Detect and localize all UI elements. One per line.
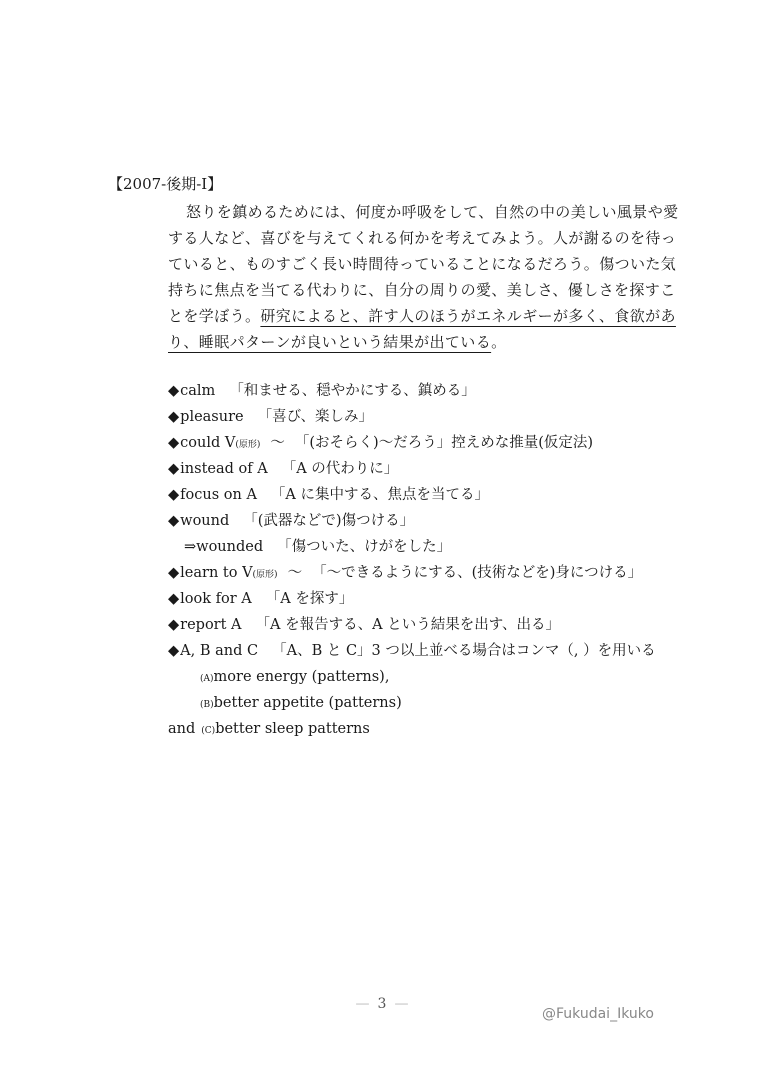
diamond-icon: ◆: [168, 643, 180, 659]
vocab-item-look-for: [168, 586, 708, 612]
example-c: [168, 716, 708, 742]
section-heading: 【2007-後期-Ⅰ】: [108, 175, 223, 193]
diamond-icon: ◆: [168, 461, 180, 477]
japanese-passage: [168, 199, 684, 355]
vocab-item-learn-to: [168, 560, 708, 586]
vocab-meaning: 「傷ついた、けがをした」: [277, 539, 452, 555]
vocab-item-could: [168, 430, 708, 456]
diamond-icon: ◆: [168, 591, 180, 607]
example-label: (C): [201, 726, 216, 736]
dash-right: —: [394, 996, 409, 1012]
vocab-meaning: 「和ませる、穏やかにする、鎮める」: [229, 383, 476, 399]
vocab-term: look for A: [180, 591, 252, 607]
vocab-meaning: 「喜び、楽しみ」: [257, 409, 374, 425]
tilde: ～: [270, 435, 285, 451]
vocab-meaning: 「(おそらく)～だろう」控えめな推量(仮定法): [294, 435, 594, 451]
vocab-item-instead-of: [168, 456, 708, 482]
vocab-term: wound: [180, 513, 230, 529]
vocab-meaning: 「A を探す」: [265, 591, 354, 607]
vocab-item-pleasure: [168, 404, 708, 430]
diamond-icon: ◆: [168, 409, 180, 425]
vocab-item-a-b-and-c: [168, 638, 708, 664]
passage-plain: 怒りを鎮めるためには、何度か呼吸をして、自然の中の美しい風景や愛する人など、喜びを与えてくれる何かを考えてみよう。人が謝るのを待っていると、ものすごく長い時間待っていることになるだろう。傷ついた気持ちに焦点を当てる代わりに、自分の周りの愛、美しさ、優しさを探すことを学ぼう。: [168, 203, 679, 325]
vocab-meaning: 「A を報告する、A という結果を出す、出る」: [255, 617, 561, 633]
vocab-term: instead of A: [180, 461, 268, 477]
example-label: (A): [200, 674, 214, 684]
vocab-term: calm: [180, 383, 216, 399]
vocab-meaning: 「～できるようにする、(技術などを)身につける」: [312, 565, 643, 581]
passage-underlined: 研究によると、許す人のほうがエネルギーが多く、食欲があり、睡眠パターンが良いという結果が出ている: [168, 307, 676, 351]
example-prefix: and: [168, 721, 196, 737]
vocab-term: could V: [180, 435, 236, 451]
vocab-term: learn to V: [180, 565, 253, 581]
vocab-term-note: (原形): [235, 440, 261, 450]
diamond-icon: ◆: [168, 513, 180, 529]
diamond-icon: ◆: [168, 383, 180, 399]
example-label: (B): [200, 700, 214, 710]
vocab-term: report A: [180, 617, 242, 633]
diamond-icon: ◆: [168, 565, 180, 581]
example-text: more energy (patterns),: [213, 669, 390, 685]
arrow-icon: ⇒: [184, 539, 197, 555]
vocab-item-report: [168, 612, 708, 638]
vocab-item-wounded: [168, 534, 708, 560]
author-handle: @Fukudai_Ikuko: [542, 1006, 654, 1022]
vocabulary-list: [168, 378, 708, 742]
vocab-term: A, B and C: [180, 643, 259, 659]
vocab-term: pleasure: [180, 409, 244, 425]
vocab-meaning: 「A の代わりに」: [281, 461, 399, 477]
example-text: better appetite (patterns): [213, 695, 402, 711]
diamond-icon: ◆: [168, 617, 180, 633]
vocab-meaning: 「A、B と C」3 つ以上並べる場合はコンマ（, ）を用いる: [272, 643, 656, 659]
vocab-meaning: 「(武器などで)傷つける」: [243, 513, 415, 529]
tilde: ～: [287, 565, 303, 581]
vocab-meaning: 「A に集中する、焦点を当てる」: [270, 487, 490, 503]
example-a: [168, 664, 708, 690]
vocab-term: focus on A: [180, 487, 257, 503]
example-text: better sleep patterns: [215, 721, 370, 737]
vocab-item-wound: [168, 508, 708, 534]
page-number-value: 3: [377, 996, 387, 1012]
vocab-term: wounded: [196, 539, 264, 555]
dash-left: —: [355, 996, 370, 1012]
example-b: [168, 690, 708, 716]
vocab-item-calm: [168, 378, 708, 404]
vocab-term-note: (原形): [252, 570, 278, 580]
vocab-item-focus-on: [168, 482, 708, 508]
diamond-icon: ◆: [168, 435, 180, 451]
diamond-icon: ◆: [168, 487, 180, 503]
passage-end: 。: [491, 333, 507, 351]
